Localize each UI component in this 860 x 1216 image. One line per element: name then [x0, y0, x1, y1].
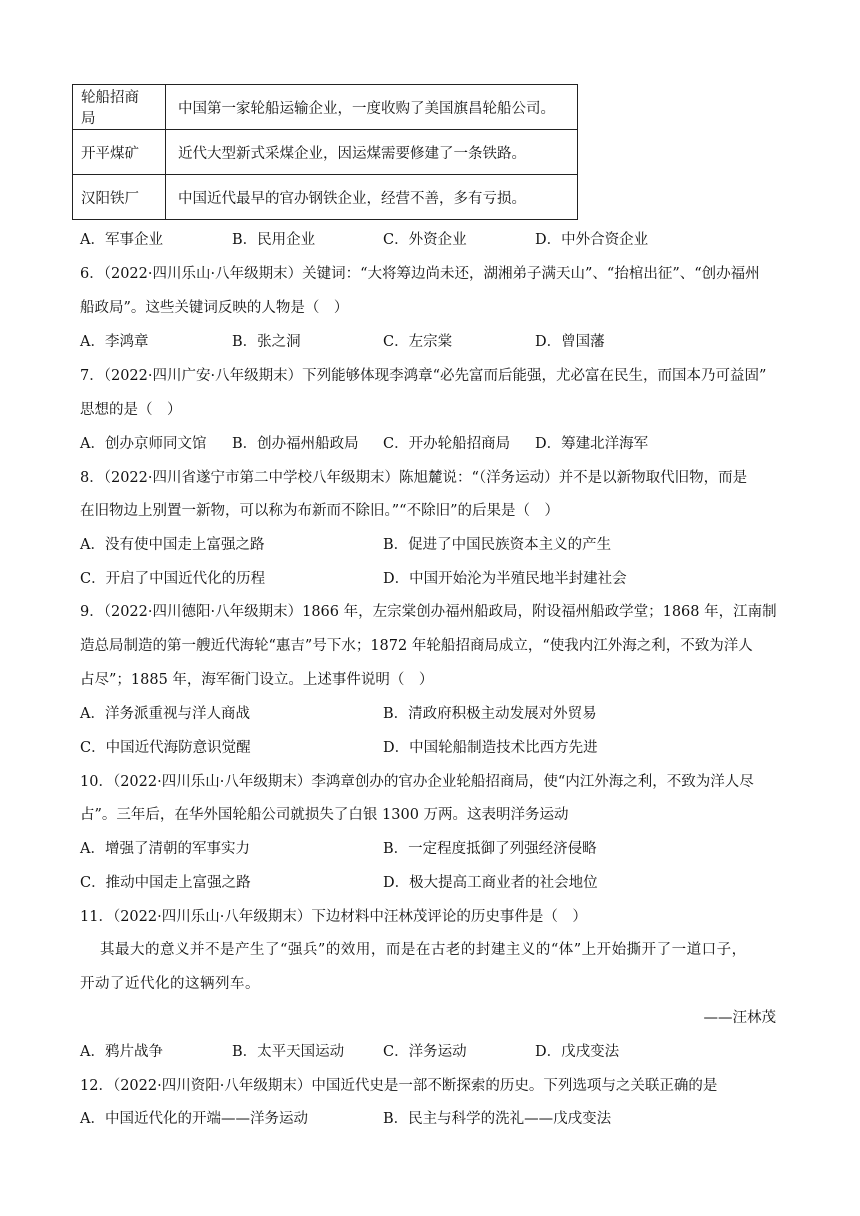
q5-option-b: B．民用企业 [232, 232, 316, 248]
q6-option-b: B．张之洞 [232, 334, 301, 350]
quote-source: ——汪林茂 [703, 1010, 776, 1026]
q5-option-a: A．军事企业 [80, 232, 163, 248]
enterprise-name: 汉阳铁厂 [73, 175, 166, 220]
quote-text: 其最大的意义并不是产生了“强兵”的效用，而是在古老的封建主义的“体”上开始撕开了一道口子， [100, 942, 747, 958]
question-7-stem: 7．（2022·四川广安·八年级期末）下列能够体现李鸿章“必先富而后能强，尤必富在民生，而国本乃可益固” [80, 368, 767, 384]
question-10-stem: 10．（2022·四川乐山·八年级期末）李鸿章创办的官办企业轮船招商局，使“内江外海之利，不致为洋人尽 [80, 774, 754, 790]
question-7-stem: 思想的是（ ） [80, 402, 182, 418]
question-8-stem: 8．（2022·四川省遂宁市第二中学校八年级期末）陈旭麓说：“（洋务运动）并不是以新物取代旧物，而是 [80, 470, 748, 486]
q8-option-c: C．开启了中国近代化的历程 [80, 571, 266, 587]
q11-option-c: C．洋务运动 [383, 1044, 467, 1060]
question-9-stem: 造总局制造的第一艘近代海轮“惠吉”号下水；1872 年轮船招商局成立，“使我内江外海之利，不致为洋人 [80, 638, 753, 654]
q9-option-d: D．中国轮船制造技术比西方先进 [383, 740, 598, 756]
q6-option-a: A．李鸿章 [80, 334, 149, 350]
question-10-stem: 占”。三年后，在华外国轮船公司就损失了白银 1300 万两。这表明洋务运动 [80, 807, 569, 823]
question-9-stem: 9．（2022·四川德阳·八年级期末）1866 年，左宗棠创办福州船政局，附设福州船政学堂；1868 年，江南制 [80, 604, 777, 620]
q8-option-d: D．中国开始沦为半殖民地半封建社会 [383, 571, 627, 587]
question-6-stem: 6．（2022·四川乐山·八年级期末）关键词：“大将筹边尚未还，湖湘弟子满天山”、“抬棺出征”、“创办福州 [80, 266, 760, 282]
enterprise-name: 开平煤矿 [73, 130, 166, 175]
q11-option-d: D．戊戌变法 [535, 1044, 620, 1060]
q12-option-b: B．民主与科学的洗礼——戊戌变法 [383, 1111, 612, 1127]
q10-option-d: D．极大提高工商业者的社会地位 [383, 875, 598, 891]
q5-option-d: D．中外合资企业 [535, 232, 649, 248]
question-12-stem: 12．（2022·四川资阳·八年级期末）中国近代史是一部不断探索的历史。下列选项与之关联正确的是 [80, 1078, 718, 1094]
q7-option-b: B．创办福州船政局 [232, 436, 359, 452]
q7-option-d: D．筹建北洋海军 [535, 436, 649, 452]
question-6-stem: 船政局”。这些关键词反映的人物是（ ） [80, 300, 349, 316]
enterprise-desc: 中国第一家轮船运输企业，一度收购了美国旗昌轮船公司。 [166, 85, 578, 130]
enterprise-table [72, 84, 578, 220]
question-9-stem: 占尽”；1885 年，海军衙门设立。上述事件说明（ ） [80, 672, 434, 688]
enterprise-desc: 中国近代最早的官办钢铁企业，经营不善，多有亏损。 [166, 175, 578, 220]
question-11-stem: 11．（2022·四川乐山·八年级期末）下边材料中汪林茂评论的历史事件是（ ） [80, 909, 587, 925]
q9-option-c: C．中国近代海防意识觉醒 [80, 740, 251, 756]
q5-option-c: C．外资企业 [383, 232, 467, 248]
q8-option-a: A．没有使中国走上富强之路 [80, 537, 265, 553]
q10-option-c: C．推动中国走上富强之路 [80, 875, 251, 891]
enterprise-name: 轮船招商局 [73, 85, 166, 130]
q8-option-b: B．促进了中国民族资本主义的产生 [383, 537, 612, 553]
q10-option-a: A．增强了清朝的军事实力 [80, 841, 250, 857]
q9-option-b: B．清政府积极主动发展对外贸易 [383, 706, 597, 722]
q6-option-d: D．曾国藩 [535, 334, 605, 350]
q11-option-a: A．鸦片战争 [80, 1044, 163, 1060]
enterprise-desc: 近代大型新式采煤企业，因运煤需要修建了一条铁路。 [166, 130, 578, 175]
quote-text: 开动了近代化的这辆列车。 [80, 976, 260, 992]
q12-option-a: A．中国近代化的开端——洋务运动 [80, 1111, 308, 1127]
q6-option-c: C．左宗棠 [383, 334, 453, 350]
question-8-stem: 在旧物边上别置一新物，可以称为布新而不除旧。”“不除旧”的后果是（ ） [80, 503, 559, 519]
q10-option-b: B．一定程度抵御了列强经济侵略 [383, 841, 597, 857]
q7-option-c: C．开办轮船招商局 [383, 436, 511, 452]
table-row [73, 85, 578, 130]
q7-option-a: A．创办京师同文馆 [80, 436, 207, 452]
q9-option-a: A．洋务派重视与洋人商战 [80, 706, 250, 722]
table-row [73, 130, 578, 175]
q11-option-b: B．太平天国运动 [232, 1044, 345, 1060]
table-row [73, 175, 578, 220]
